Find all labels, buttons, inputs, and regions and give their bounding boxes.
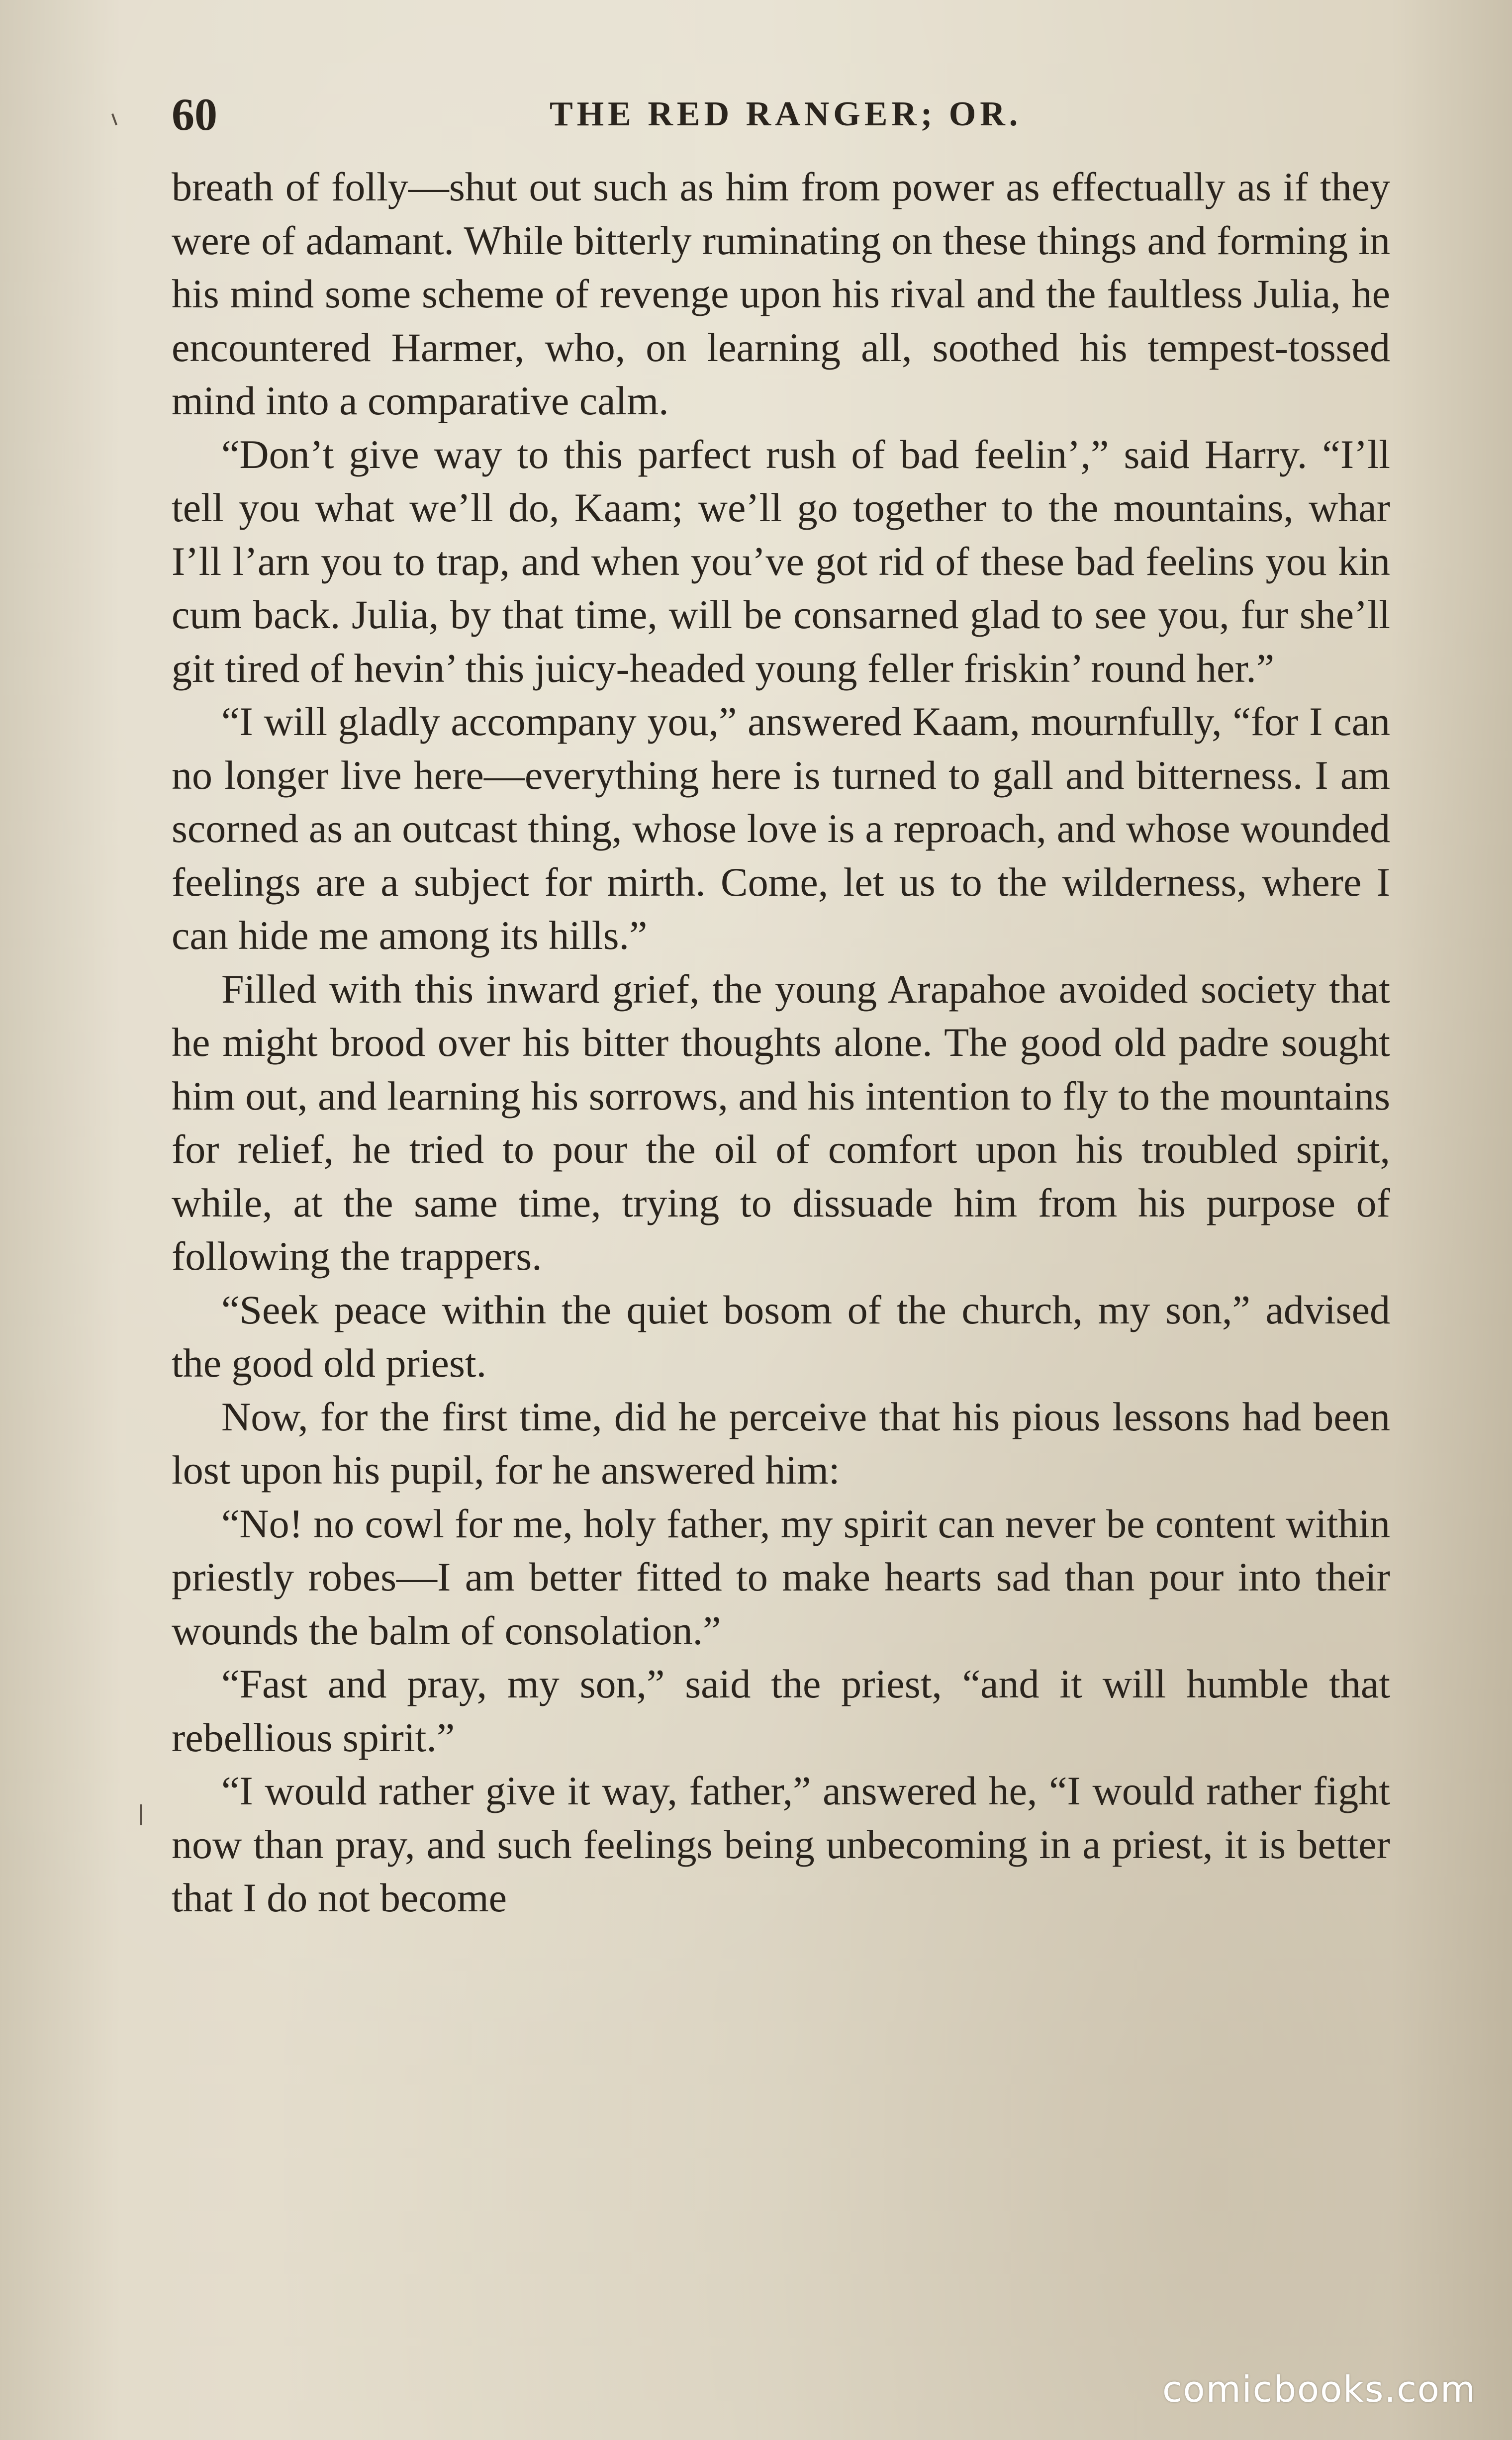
watermark-logo: comicbooks.com xyxy=(1162,2368,1476,2410)
body-text xyxy=(172,160,1390,1925)
paragraph: “Don’t give way to this parfect rush of bad feelin’,” said Harry. “I’ll tell you what we’ll do, Kaam; we’ll go together to the mountains, whar I’ll l’arn you to trap, and when you’ve got rid of these bad feelins you kin cum back. Julia, by that time, will be consarned glad to see you, fur she’ll git tired of hevin’ this juicy-headed young feller friskin’ round her.” xyxy=(172,431,1390,691)
running-head: THE RED RANGER; OR. xyxy=(550,95,1022,133)
margin-mark xyxy=(111,113,117,125)
paragraph: Now, for the first time, did he perceive that his pious lessons had been lost upon his pupil, for he answered him: xyxy=(172,1394,1390,1493)
paragraph: breath of folly—shut out such as him from power as effectually as if they were of adamant. While bitterly ruminating on these things and forming in his mind some scheme of revenge upon his rival and the faultless Julia, he encountered Harmer, who, on learning all, soothed his tempest-tossed mind into a comparative calm. xyxy=(172,164,1390,423)
paragraph: “I will gladly accompany you,” answered Kaam, mournfully, “for I can no longer live here—everything here is turned to gall and bitterness. I am scorned as an outcast thing, whose love is a reproach, and whose wounded feelings are a subject for mirth. Come, let us to the wilderness, where I can hide me among its hills.” xyxy=(172,699,1390,958)
margin-mark xyxy=(140,1804,142,1825)
paragraph: “I would rather give it way, father,” answered he, “I would rather fight now than pray, and such feelings being unbecoming in a priest, it is better that I do not become xyxy=(172,1768,1390,1920)
paragraph: “Fast and pray, my son,” said the priest, “and it will humble that rebellious spirit.” xyxy=(172,1661,1390,1760)
paragraph: “Seek peace within the quiet bosom of the church, my son,” advised the good old priest. xyxy=(172,1287,1390,1386)
page-header xyxy=(172,87,1395,142)
paragraph: Filled with this inward grief, the young Arapahoe avoided society that he might brood over his bitter thoughts alone. The good old padre sought him out, and learning his sorrows, and his intention to fly to the mountains for relief, he tried to pour the oil of comfort upon his troubled spirit, while, at the same time, trying to dissuade him from his purpose of following the trappers. xyxy=(172,966,1390,1279)
page-number: 60 xyxy=(172,89,217,140)
paragraph: “No! no cowl for me, holy father, my spirit can never be content within priestly robes—I am better fitted to make hearts sad than pour into their wounds the balm of consolation.” xyxy=(172,1501,1390,1653)
